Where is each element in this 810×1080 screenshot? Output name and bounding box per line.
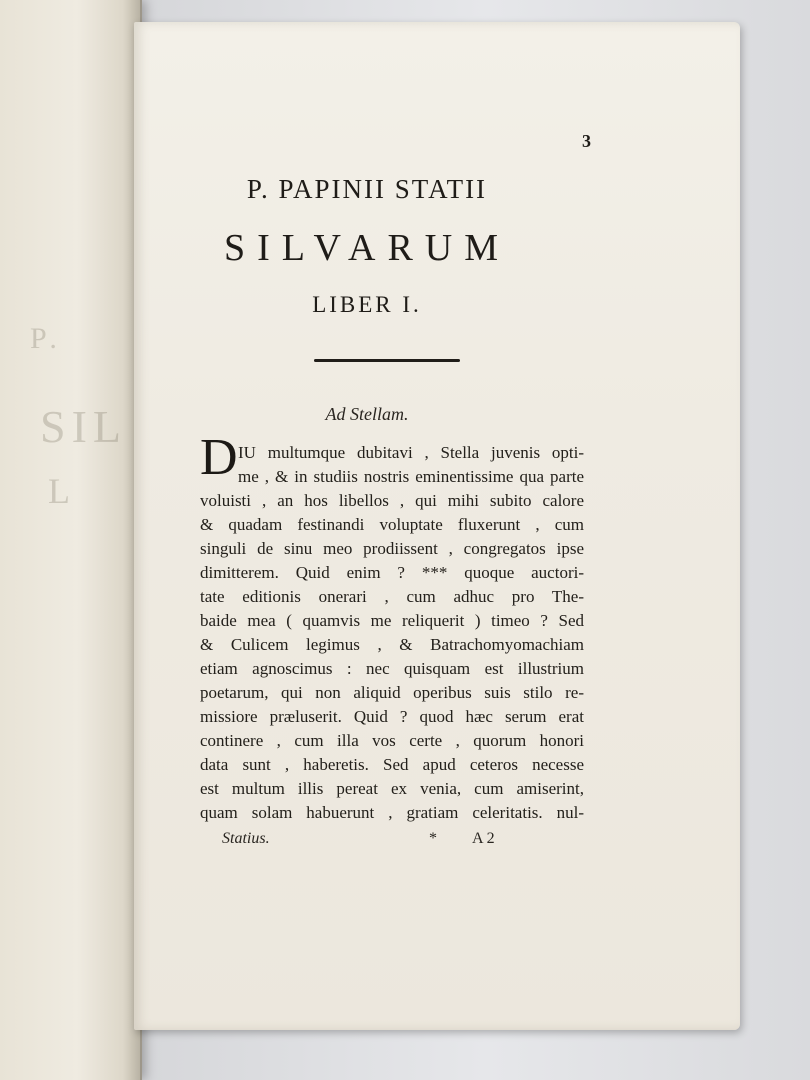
page-number: 3 (582, 131, 591, 151)
text-line: singuli de sinu meo prodiissent , congregatos ipse (200, 539, 584, 558)
text-line: voluisti , an hos libellos , qui mihi subito calore (200, 491, 584, 510)
signature-catchword: Statius. (222, 830, 270, 847)
show-through-text: L (48, 471, 76, 511)
text-line: etiam agnoscimus : nec quisquam est illustrium (200, 659, 584, 678)
ornamental-rule (314, 359, 460, 362)
dedication-line: Ad Stellam. (325, 404, 409, 424)
author-heading: P. PAPINII STATII (246, 174, 488, 204)
text-line: dimitterem. Quid enim ? *** quoque auctori- (200, 563, 584, 582)
text-line: continere , cum illa vos certe , quorum honori (200, 731, 584, 750)
book-heading: LIBER I. (312, 292, 422, 317)
show-through-text: P. (30, 322, 63, 355)
text-line: me , & in studiis nostris eminentissime qua parte (238, 467, 584, 486)
text-line: data sunt , haberetis. Sed apud ceteros necesse (200, 755, 584, 774)
text-line: est multum illis pereat ex venia, cum amiserint, (200, 779, 584, 798)
text-line: & quadam festinandi voluptate fluxerunt , cum (200, 515, 584, 534)
drop-cap: D (200, 429, 238, 486)
text-line: baide mea ( quamvis me reliquerit ) timeo ? Sed (200, 611, 584, 630)
text-line: poetarum, qui non aliquid operibus suis stilo re- (200, 683, 584, 702)
work-title: SILVARUM (223, 227, 511, 269)
footer-asterisk: * (429, 830, 437, 847)
text-line: quam solam habuerunt , gratiam celeritatis. nul- (200, 803, 584, 822)
text-line: missiore præluserit. Quid ? quod hæc serum erat (200, 707, 584, 726)
left-facing-page (0, 0, 142, 1080)
gathering-mark: A 2 (472, 830, 495, 847)
text-line: tate editionis onerari , cum adhuc pro The- (200, 587, 584, 606)
text-line: IU multumque dubitavi , Stella juvenis opti- (238, 443, 584, 462)
show-through-text: SIL (40, 401, 127, 452)
text-line: & Culicem legimus , & Batrachomyomachiam (200, 635, 584, 654)
